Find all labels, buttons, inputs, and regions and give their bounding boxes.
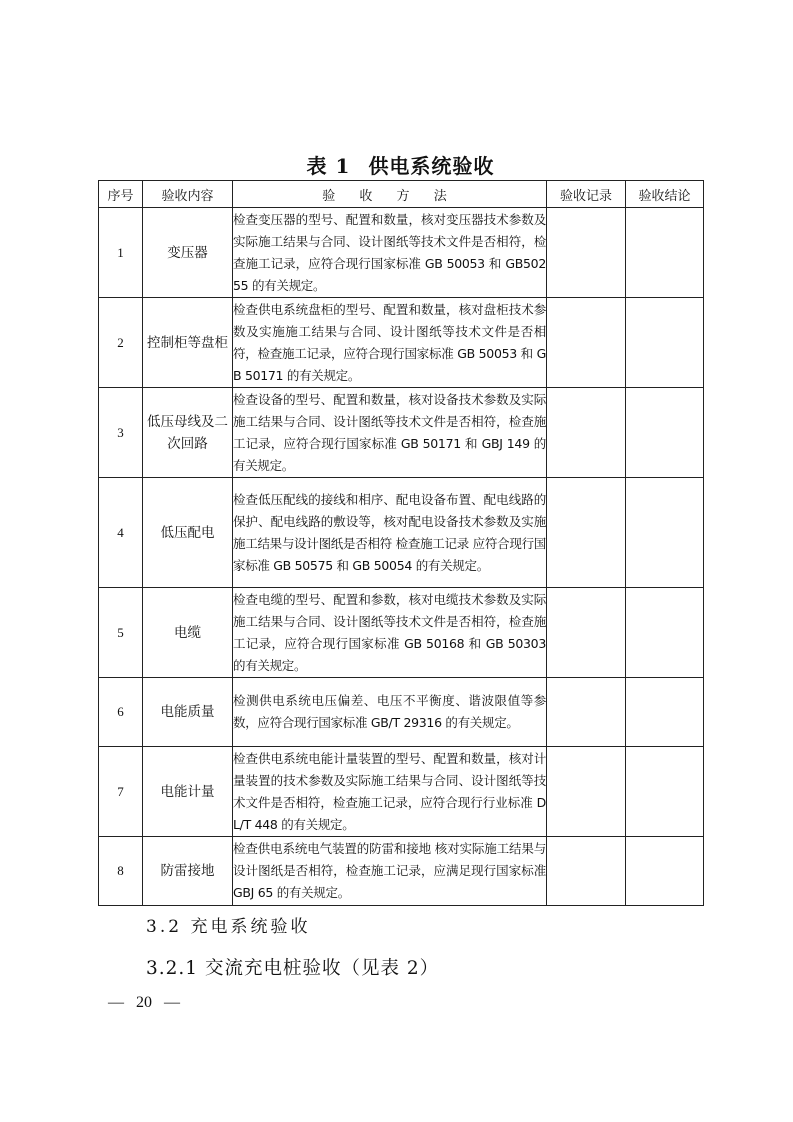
row-item: 电能计量 — [143, 747, 233, 837]
row-record-cell — [547, 837, 626, 906]
row-record-cell — [547, 298, 626, 388]
row-record-cell — [547, 678, 626, 747]
row-method: 检查变压器的型号、配置和数量，核对变压器技术参数及实际施工结果与合同、设计图纸等技术文件是否相符，检查施工记录，应符合现行国家标准 GB 50053 和 GB50255 的有关规定。 — [233, 208, 547, 298]
table-row — [99, 298, 704, 388]
row-conclusion-cell — [626, 747, 704, 837]
row-item: 电缆 — [143, 588, 233, 678]
row-record-cell — [547, 747, 626, 837]
table-row — [99, 478, 704, 588]
table-row — [99, 208, 704, 298]
section-heading-3-2: 3.2 充电系统验收 — [146, 917, 311, 937]
row-number: 1 — [99, 208, 143, 298]
row-number: 7 — [99, 747, 143, 837]
row-method: 检查低压配线的接线和相序、配电设备布置、配电线路的保护、配电线路的敷设等，核对配电设备技术参数及实施施工结果与设计图纸是否相符 检查施工记录 应符合现行国家标准 GB 50575 和 GB 50054 的有关规定。 — [233, 478, 547, 588]
table-row — [99, 678, 704, 747]
section-heading-3-2-1: 3.2.1 交流充电桩验收（见表 2） — [146, 958, 440, 979]
table-row — [99, 747, 704, 837]
row-conclusion-cell — [626, 208, 704, 298]
acceptance-table — [98, 180, 704, 906]
table-header-row — [99, 181, 704, 208]
row-number: 4 — [99, 478, 143, 588]
row-number: 5 — [99, 588, 143, 678]
header-record: 验收记录 — [547, 181, 626, 208]
row-conclusion-cell — [626, 588, 704, 678]
row-number: 3 — [99, 388, 143, 478]
table-row — [99, 588, 704, 678]
header-method: 验 收 方 法 — [233, 181, 547, 208]
row-method: 检测供电系统电压偏差、电压不平衡度、谐波限值等参数，应符合现行国家标准 GB/T 29316 的有关规定。 — [233, 678, 547, 747]
row-item: 低压配电 — [143, 478, 233, 588]
row-record-cell — [547, 478, 626, 588]
table-row — [99, 837, 704, 906]
table-caption — [98, 150, 703, 179]
row-conclusion-cell — [626, 837, 704, 906]
row-method: 检查供电系统盘柜的型号、配置和数量，核对盘柜技术参数及实施施工结果与合同、设计图纸等技术文件是否相符，检查施工记录，应符合现行国家标准 GB 50053 和 GB 50171 的有关规定。 — [233, 298, 547, 388]
row-item: 低压母线及二次回路 — [143, 388, 233, 478]
row-method: 检查供电系统电气装置的防雷和接地 核对实际施工结果与设计图纸是否相符，检查施工记录，应满足现行国家标准 GBJ 65 的有关规定。 — [233, 837, 547, 906]
row-item: 电能质量 — [143, 678, 233, 747]
row-method: 检查设备的型号、配置和数量，核对设备技术参数及实际施工结果与合同、设计图纸等技术文件是否相符，检查施工记录，应符合现行国家标准 GB 50171 和 GBJ 149 的有关规定。 — [233, 388, 547, 478]
row-item: 变压器 — [143, 208, 233, 298]
row-conclusion-cell — [626, 388, 704, 478]
row-conclusion-cell — [626, 678, 704, 747]
row-number: 2 — [99, 298, 143, 388]
table-caption-title: 供电系统验收 — [368, 154, 495, 178]
row-number: 6 — [99, 678, 143, 747]
table-caption-label: 表 1 — [306, 154, 351, 178]
row-method: 检查供电系统电能计量装置的型号、配置和数量，核对计量装置的技术参数及实际施工结果与合同、设计图纸等技术文件是否相符，检查施工记录，应符合现行行业标准 DL/T 448 的有关规定。 — [233, 747, 547, 837]
row-item: 控制柜等盘柜 — [143, 298, 233, 388]
row-record-cell — [547, 208, 626, 298]
row-item: 防雷接地 — [143, 837, 233, 906]
page-number: — 20 — — [108, 994, 180, 1011]
row-method: 检查电缆的型号、配置和参数，核对电缆技术参数及实际施工结果与合同、设计图纸等技术文件是否相符，检查施工记录，应符合现行国家标准 GB 50168 和 GB 50303 的有关规定。 — [233, 588, 547, 678]
table-row — [99, 388, 704, 478]
header-conclusion: 验收结论 — [626, 181, 704, 208]
header-no: 序号 — [99, 181, 143, 208]
header-item: 验收内容 — [143, 181, 233, 208]
row-number: 8 — [99, 837, 143, 906]
row-conclusion-cell — [626, 478, 704, 588]
row-record-cell — [547, 588, 626, 678]
row-conclusion-cell — [626, 298, 704, 388]
row-record-cell — [547, 388, 626, 478]
